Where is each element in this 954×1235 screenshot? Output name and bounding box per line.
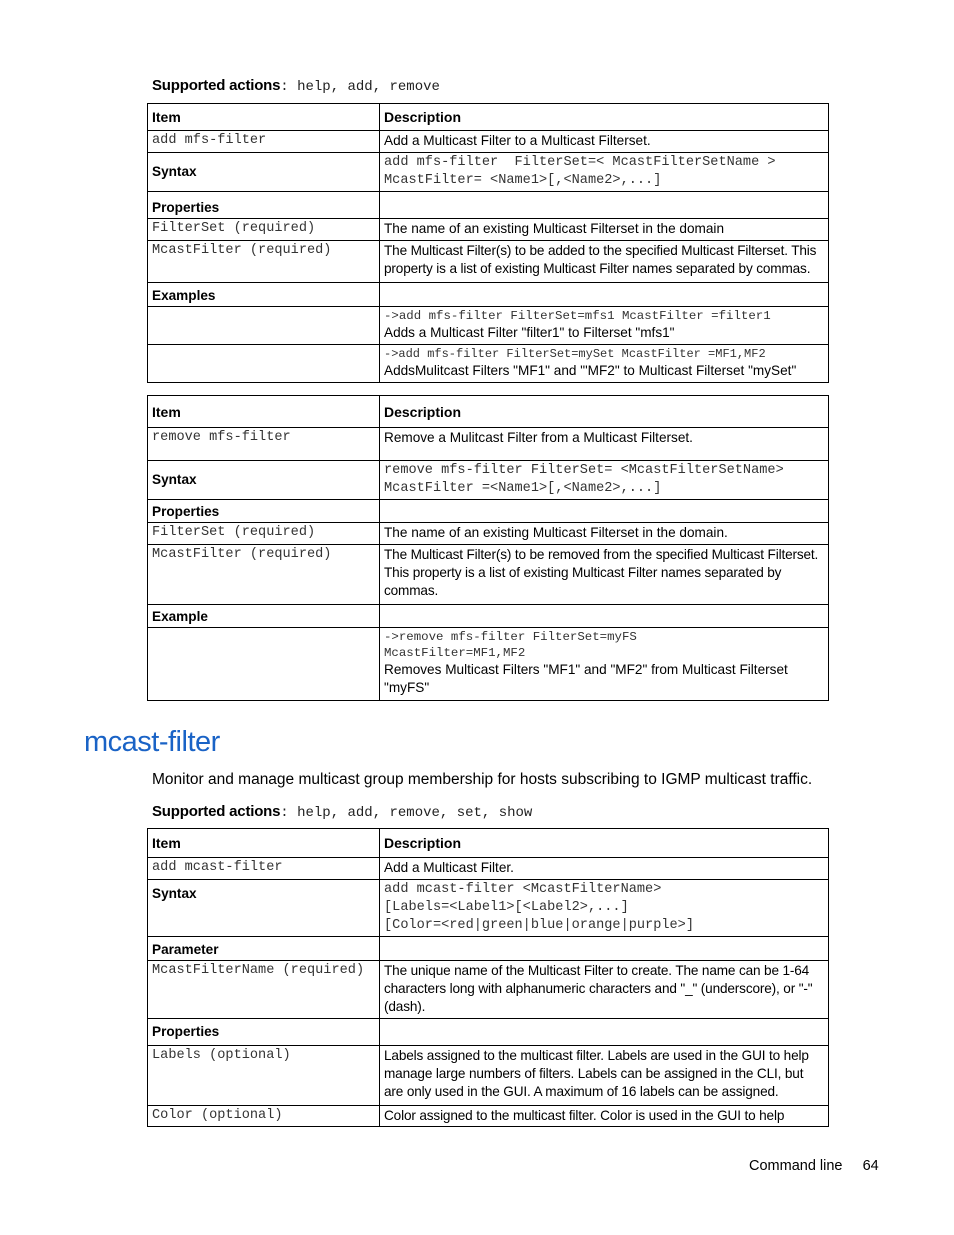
supported-actions-2: [152, 802, 532, 823]
table-row: [148, 880, 829, 937]
table-row: [148, 345, 829, 383]
example-code: ->remove mfs-filter FilterSet=myFS: [384, 630, 637, 644]
examples-label: Examples: [148, 283, 380, 307]
table-row: [148, 131, 829, 153]
description-cell: [380, 605, 829, 628]
description-cell: The Multicast Filter(s) to be added to the specified Multicast Filterset. This property is a list of existing Multicast Filter names separated by commas.: [380, 241, 829, 283]
add-mcast-filter-table: [147, 828, 829, 1127]
table-row: [148, 937, 829, 961]
syntax-cell: [380, 880, 829, 937]
table-row: [148, 461, 829, 500]
table-header-row: [148, 396, 829, 428]
header-item: Item: [148, 829, 380, 858]
section-intro: Monitor and manage multicast group membership for hosts subscribing to IGMP multicast traffic.: [152, 771, 813, 788]
table-row: [148, 500, 829, 523]
table-row: [148, 1046, 829, 1106]
description-cell: [380, 283, 829, 307]
remove-mfs-filter-table: [147, 395, 829, 701]
description-cell: [380, 1019, 829, 1046]
supported-actions-1: [152, 76, 440, 97]
properties-label: Properties: [148, 192, 380, 219]
header-item: Item: [148, 396, 380, 428]
table-row: [148, 219, 829, 241]
description-cell: Labels assigned to the multicast filter. Labels are used in the GUI to help manage large numbers of filters. Labels can be assigned in the CLI, but are only used in the GUI. A maximum of 16 labels can be assigned.: [380, 1046, 829, 1106]
table-row: [148, 961, 829, 1019]
empty-cell: [148, 628, 380, 701]
syntax-line: [Color=<red|green|blue|orange|purple>]: [384, 918, 694, 933]
example-cell: [380, 345, 829, 383]
table-row: [148, 523, 829, 545]
supported-actions-list: : help, add, remove, set, show: [280, 805, 533, 821]
table-row: [148, 605, 829, 628]
description-cell: The name of an existing Multicast Filterset in the domain: [380, 219, 829, 241]
supported-actions-label: Supported actions: [152, 803, 281, 820]
property-name-cell: McastFilter (required): [148, 241, 380, 283]
example-code: ->add mfs-filter FilterSet=mfs1 McastFilter =filter1: [384, 309, 771, 323]
example-code: ->add mfs-filter FilterSet=mySet McastFilter =MF1,MF2: [384, 347, 766, 361]
header-description: Description: [380, 396, 829, 428]
table-row: [148, 192, 829, 219]
example-label: Example: [148, 605, 380, 628]
table-row: [148, 283, 829, 307]
table-header-row: [148, 829, 829, 858]
table-row: [148, 241, 829, 283]
example-description: Adds a Multicast Filter "filter1" to Filterset "mfs1": [384, 325, 675, 340]
properties-label: Properties: [148, 1019, 380, 1046]
table-row: [148, 1106, 829, 1127]
property-name-cell: McastFilter (required): [148, 545, 380, 605]
syntax-label: Syntax: [148, 153, 380, 192]
syntax-line: remove mfs-filter FilterSet= <McastFilterSetName>: [384, 463, 784, 478]
empty-cell: [148, 307, 380, 345]
header-description: Description: [380, 104, 829, 131]
syntax-line: McastFilter =<Name1>[,<Name2>,...]: [384, 481, 662, 496]
table-row: [148, 1019, 829, 1046]
header-item: Item: [148, 104, 380, 131]
command-cell: add mcast-filter: [148, 858, 380, 880]
table-row: [148, 858, 829, 880]
properties-label: Properties: [148, 500, 380, 523]
empty-cell: [148, 345, 380, 383]
header-description: Description: [380, 829, 829, 858]
syntax-line: add mfs-filter FilterSet=< McastFilterSetName >: [384, 155, 776, 170]
command-cell: add mfs-filter: [148, 131, 380, 153]
table-header-row: [148, 104, 829, 131]
description-cell: The Multicast Filter(s) to be removed from the specified Multicast Filterset. This property is a list of existing Multicast Filter names separated by commas.: [380, 545, 829, 605]
supported-actions-label: Supported actions: [152, 77, 281, 94]
description-cell: Add a Multicast Filter to a Multicast Filterset.: [380, 131, 829, 153]
example-cell: [380, 307, 829, 345]
syntax-line: McastFilter= <Name1>[,<Name2>,...]: [384, 173, 662, 188]
description-cell: The name of an existing Multicast Filterset in the domain.: [380, 523, 829, 545]
command-cell: remove mfs-filter: [148, 428, 380, 461]
example-cell: [380, 628, 829, 701]
add-mfs-filter-table: [147, 103, 829, 383]
syntax-label: Syntax: [148, 880, 380, 937]
description-cell: Remove a Mulitcast Filter from a Multicast Filterset.: [380, 428, 829, 461]
table-row: [148, 628, 829, 701]
supported-actions-list: : help, add, remove: [280, 79, 440, 95]
description-cell: The unique name of the Multicast Filter to create. The name can be 1-64 characters long with alphanumeric characters and "_" (underscore), or "-" (dash).: [380, 961, 829, 1019]
footer-label: Command line: [749, 1158, 843, 1174]
syntax-cell: [380, 153, 829, 192]
property-name-cell: Labels (optional): [148, 1046, 380, 1106]
example-description: AddsMulitcast Filters "MF1" and "'MF2" to Multicast Filterset "mySet": [384, 363, 797, 378]
property-name-cell: Color (optional): [148, 1106, 380, 1127]
parameter-label: Parameter: [148, 937, 380, 961]
description-cell: [380, 500, 829, 523]
table-row: [148, 307, 829, 345]
description-cell: Add a Multicast Filter.: [380, 858, 829, 880]
example-code: McastFilter=MF1,MF2: [384, 646, 526, 660]
page-footer: [749, 1158, 879, 1174]
table-row: [148, 545, 829, 605]
table-row: [148, 153, 829, 192]
parameter-name-cell: McastFilterName (required): [148, 961, 380, 1019]
syntax-line: add mcast-filter <McastFilterName>: [384, 882, 662, 897]
syntax-line: [Labels=<Label1>[<Label2>,...]: [384, 900, 629, 915]
table-row: [148, 428, 829, 461]
property-name-cell: FilterSet (required): [148, 523, 380, 545]
description-cell: [380, 937, 829, 961]
syntax-cell: [380, 461, 829, 500]
property-name-cell: FilterSet (required): [148, 219, 380, 241]
description-cell: Color assigned to the multicast filter. Color is used in the GUI to help: [380, 1106, 829, 1127]
syntax-label: Syntax: [148, 461, 380, 500]
description-cell: [380, 192, 829, 219]
page-number: 64: [862, 1158, 879, 1174]
section-title: mcast-filter: [84, 726, 220, 758]
example-description: Removes Multicast Filters "MF1" and "MF2" from Multicast Filterset "myFS": [384, 662, 788, 695]
